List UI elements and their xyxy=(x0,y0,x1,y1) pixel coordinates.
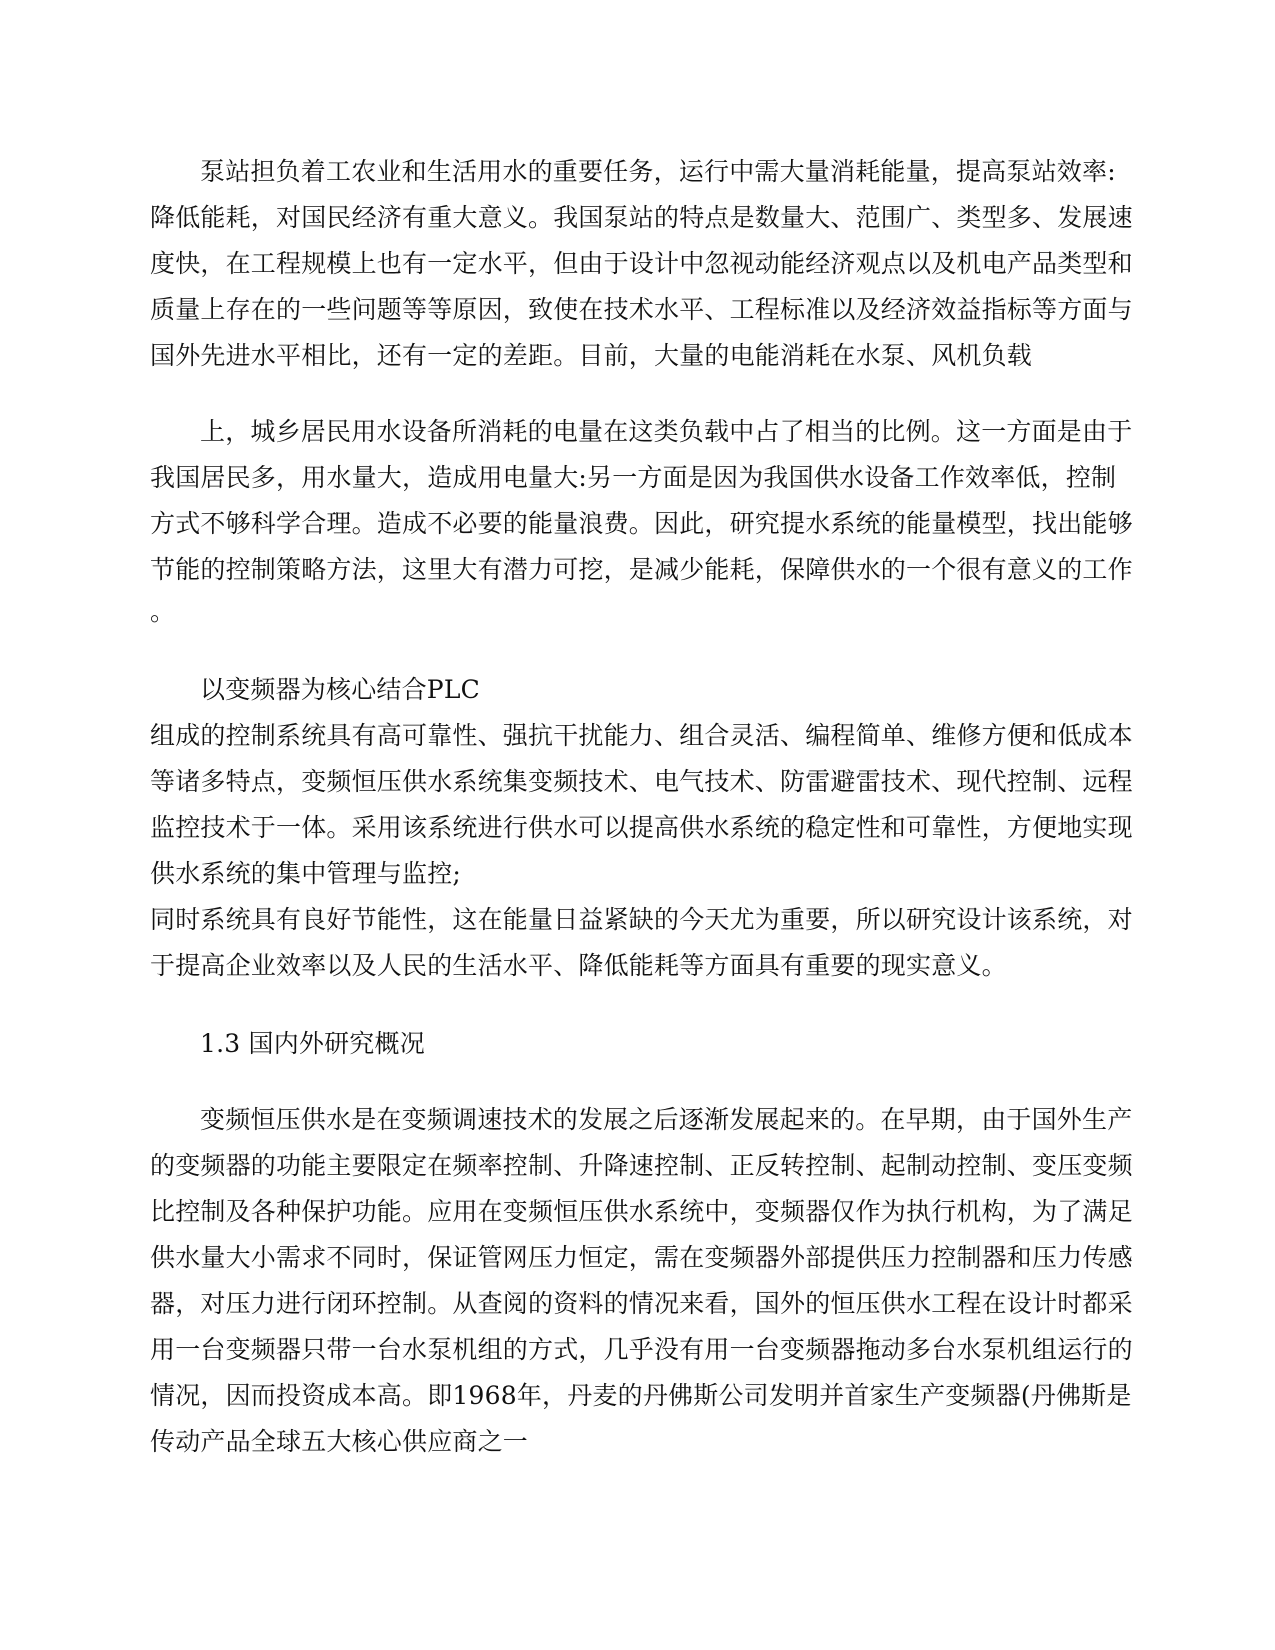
paragraph-5-line-4: 供水量大小需求不同时，保证管网压力恒定，需在变频器外部提供压力控制器和压力传感 xyxy=(150,1243,1133,1272)
paragraph-2-line-4: 节能的控制策略方法，这里大有潜力可挖，是减少能耗，保障供水的一个很有意义的工作 xyxy=(150,555,1133,584)
section-heading: 1.3 国内外研究概况 xyxy=(200,1029,425,1058)
paragraph-5-line-5: 器，对压力进行闭环控制。从查阅的资料的情况来看，国外的恒压供水工程在设计时都采 xyxy=(150,1289,1133,1318)
paragraph-5-line-1: 变频恒压供水是在变频调速技术的发展之后逐渐发展起来的。在早期，由于国外生产 xyxy=(200,1105,1133,1134)
paragraph-1-line-5: 国外先进水平相比，还有一定的差距。目前，大量的电能消耗在水泵、风机负载 xyxy=(150,341,1033,370)
paragraph-2-line-3: 方式不够科学合理。造成不必要的能量浪费。因此，研究提水系统的能量模型，找出能够 xyxy=(150,509,1133,538)
paragraph-3-line-2: 组成的控制系统具有高可靠性、强抗干扰能力、组合灵活、编程简单、维修方便和低成本 xyxy=(150,721,1133,750)
paragraph-2-line-5: 。 xyxy=(150,597,176,626)
paragraph-5-line-3: 比控制及各种保护功能。应用在变频恒压供水系统中，变频器仅作为执行机构，为了满足 xyxy=(150,1197,1133,1226)
paragraph-5-line-7: 情况，因而投资成本高。即1968年，丹麦的丹佛斯公司发明并首家生产变频器(丹佛斯是 xyxy=(150,1381,1132,1410)
paragraph-1-line-1: 泵站担负着工农业和生活用水的重要任务，运行中需大量消耗能量，提高泵站效率: xyxy=(200,157,1116,186)
paragraph-5-line-2: 的变频器的功能主要限定在频率控制、升降速控制、正反转控制、起制动控制、变压变频 xyxy=(150,1151,1133,1180)
paragraph-3-line-3: 等诸多特点，变频恒压供水系统集变频技术、电气技术、防雷避雷技术、现代控制、远程 xyxy=(150,767,1133,796)
paragraph-5-line-6: 用一台变频器只带一台水泵机组的方式，几乎没有用一台变频器拖动多台水泵机组运行的 xyxy=(150,1335,1133,1364)
paragraph-3-line-4: 监控技术于一体。采用该系统进行供水可以提高供水系统的稳定性和可靠性，方便地实现 xyxy=(150,813,1133,842)
paragraph-1-line-4: 质量上存在的一些问题等等原因，致使在技术水平、工程标准以及经济效益指标等方面与 xyxy=(150,295,1133,324)
paragraph-3-line-5: 供水系统的集中管理与监控; xyxy=(150,859,462,888)
paragraph-2-line-2: 我国居民多，用水量大，造成用电量大:另一方面是因为我国供水设备工作效率低，控制 xyxy=(150,463,1117,492)
paragraph-3-line-7: 于提高企业效率以及人民的生活水平、降低能耗等方面具有重要的现实意义。 xyxy=(150,951,1007,980)
paragraph-5-line-8: 传动产品全球五大核心供应商之一 xyxy=(150,1427,529,1456)
paragraph-3-line-1: 以变频器为核心结合PLC xyxy=(200,675,480,704)
paragraph-1-line-2: 降低能耗，对国民经济有重大意义。我国泵站的特点是数量大、范围广、类型多、发展速 xyxy=(150,203,1133,232)
paragraph-1-line-3: 度快，在工程规模上也有一定水平，但由于设计中忽视动能经济观点以及机电产品类型和 xyxy=(150,249,1133,278)
paragraph-3-line-6: 同时系统具有良好节能性，这在能量日益紧缺的今天尤为重要，所以研究设计该系统，对 xyxy=(150,905,1133,934)
paragraph-2-line-1: 上，城乡居民用水设备所消耗的电量在这类负载中占了相当的比例。这一方面是由于 xyxy=(200,417,1133,446)
